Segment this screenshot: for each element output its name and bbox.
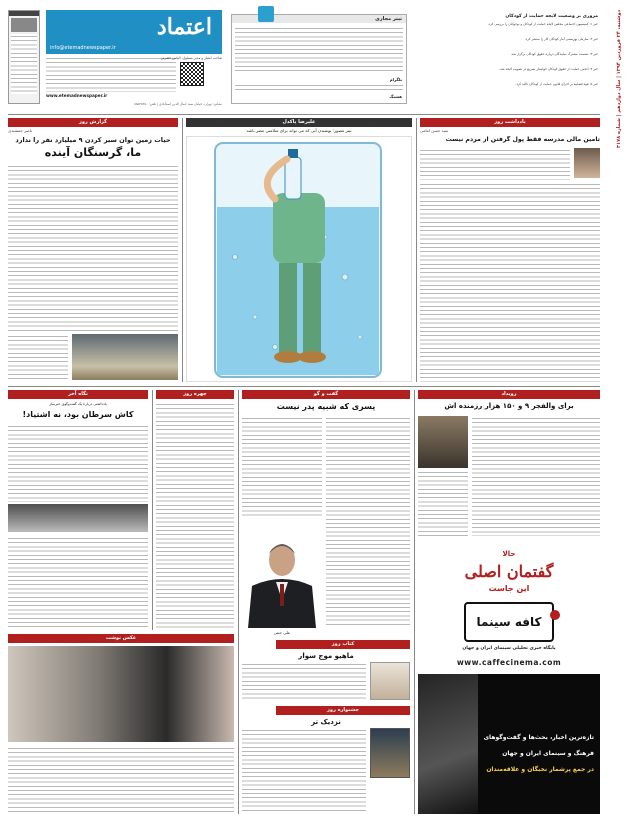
masthead — [46, 10, 222, 54]
negah-body — [8, 424, 148, 502]
editorial-author-photo — [574, 148, 600, 178]
ad-headline: گفتمان اصلی — [464, 562, 554, 581]
report-kicker: حیات زمین توان سیر کردن ۹ میلیارد نفر را ندارد — [15, 136, 171, 144]
ad-bottom-line-2: فرهنگ و سینمای ایران و جهان — [502, 750, 594, 757]
festival-poster — [370, 728, 410, 778]
masthead-logo: اعتماد — [156, 14, 212, 40]
festival-title: نزدیک تر — [311, 718, 341, 726]
dialogue-title: پسری که شبیه پدر نیست — [276, 402, 376, 411]
report-body-2 — [8, 334, 68, 380]
ad-bottom-line-1: تازه‌ترین اخبار، بحث‌ها و گفت‌وگوهای — [483, 734, 594, 741]
masthead-email[interactable]: info@etemadnewspaper.ir — [50, 45, 116, 51]
brief-item: خبر ۲: سازمان بهزیستی آمار کودکان کار را منتشر کرد. — [524, 37, 598, 41]
hashtag-label: هشتگ — [389, 94, 402, 99]
negah-photo — [8, 504, 148, 532]
face-body — [156, 402, 234, 628]
report-author: ناصر جمشیدی — [8, 128, 32, 133]
telegram-label: تلگرام — [389, 77, 402, 82]
section-book: کتاب روز — [276, 640, 410, 649]
photo-caption-image — [8, 646, 234, 742]
report-crowd-photo — [72, 334, 178, 380]
editorial-author: سید حسن امامی — [420, 128, 449, 133]
masthead-website[interactable]: www.etemadnewspaper.ir — [46, 93, 108, 98]
negah-body-2 — [8, 536, 148, 628]
report-body — [8, 164, 178, 334]
editorial-body — [420, 148, 570, 180]
shopping-bag-icon — [258, 6, 274, 22]
event-photo — [418, 416, 468, 468]
brief-item: خبر ۵: قوه قضاییه بر اجرای قانون حمایت از کودکان تاکید کرد. — [515, 82, 598, 86]
ad-url[interactable]: www.caffecinema.com — [456, 658, 562, 667]
dialogue-body-2 — [242, 416, 322, 516]
front-page-thumbnail — [8, 10, 40, 104]
ad-logo — [464, 602, 554, 642]
ad-bottom-block — [418, 674, 600, 814]
photo-caption-text — [8, 746, 234, 812]
brief-item: خبر ۴: انجمن حمایت از حقوق کودکان خواستار تسریع در تصویب لایحه شد. — [499, 67, 598, 71]
virtual-headline-box — [231, 14, 407, 104]
editorial-title: تامین مالی مدرسه فقط پول گرفتن از مردم نیست — [445, 136, 600, 143]
book-title: ماهیو موج سوار — [298, 652, 354, 660]
issue-date: دوشنبه، ۲۴ فروردین ۱۳۹۴ | سال دوازدهم | شماره ۳۱۷۸ — [616, 10, 622, 149]
section-negah: نگاه آخر — [8, 390, 148, 399]
festival-body — [242, 728, 366, 812]
ad-sub: این جاست — [488, 584, 530, 593]
ad-brand: کافه سینما — [476, 615, 542, 629]
section-editorial: یادداشت روز — [420, 118, 600, 127]
brief-item: خبر ۱: کمیسیون اجتماعی مجلس لایحه حمایت از کودکان و نوجوانان را بررسی کرد. — [487, 22, 598, 26]
brief-item: خبر ۳: نشست مشترک نمایندگان درباره حقوق کودکان برگزار شد. — [510, 52, 598, 56]
book-body — [242, 662, 366, 702]
qr-code — [180, 62, 204, 86]
section-dialogue: گفت و گو — [242, 390, 410, 399]
dialogue-body — [326, 416, 410, 628]
book-cover — [370, 662, 410, 700]
editorial-body-2 — [420, 182, 600, 382]
negah-title: کاش سرطان بود، نه اشتیاد! — [22, 410, 134, 419]
film-reel-icon — [550, 610, 560, 620]
section-cartoon: علیرضا پاکدل — [186, 118, 412, 127]
ad-small: حالا — [502, 550, 516, 558]
event-body-2 — [418, 470, 468, 536]
event-title: برای والفجر ۹ و ۱۵۰ هزار رزمنده اش — [444, 402, 574, 410]
ad-brand-sub: پایگاه خبری تحلیلی سینمای ایران و جهان — [462, 646, 556, 651]
cartoon-caption: تیتر مصور: نوشیدن آبی که می تواند برای سلامتی مضر باشد — [246, 128, 352, 133]
section-event: رویداد — [418, 390, 600, 399]
top-briefs — [415, 14, 598, 106]
cartoon-image — [186, 136, 412, 382]
issue-date-strip — [604, 10, 622, 200]
masthead-credits-lines — [46, 56, 176, 92]
event-body — [472, 416, 600, 536]
section-report: گزارش روز — [8, 118, 178, 127]
ad-bottom-line-3: در جمع پرشمار نخبگان و علاقه‌مندان — [486, 766, 594, 773]
section-face: چهره روز — [156, 390, 234, 399]
virtual-headline-title: تیتر مجازی — [232, 15, 406, 23]
person-photo — [242, 516, 322, 628]
masthead-credits: صاحب امتیاز و مدیر مسئول: الیاس حضرتی — [160, 56, 222, 60]
negah-kicker: یادداشتی دربارهٔ یک گفت‌وگوی خبرساز — [49, 402, 107, 406]
person-caption: علی جنتی — [273, 630, 291, 635]
ad-cafe-cinema[interactable] — [418, 540, 600, 814]
section-photo-caption: عکس نوشت — [8, 634, 234, 643]
report-title: ما، گرسنگان آینده — [44, 146, 142, 159]
masthead-address: نشانی: تهران، خیابان سید جمال الدین اسدآبادی | تلفن: ۸۸۵۴۵۲۵۰ — [134, 102, 222, 106]
top-briefs-title: مروری بر وضعیت لایحه حمایت از کودکان — [505, 14, 598, 19]
section-festival: جشنواره روز — [276, 706, 410, 715]
